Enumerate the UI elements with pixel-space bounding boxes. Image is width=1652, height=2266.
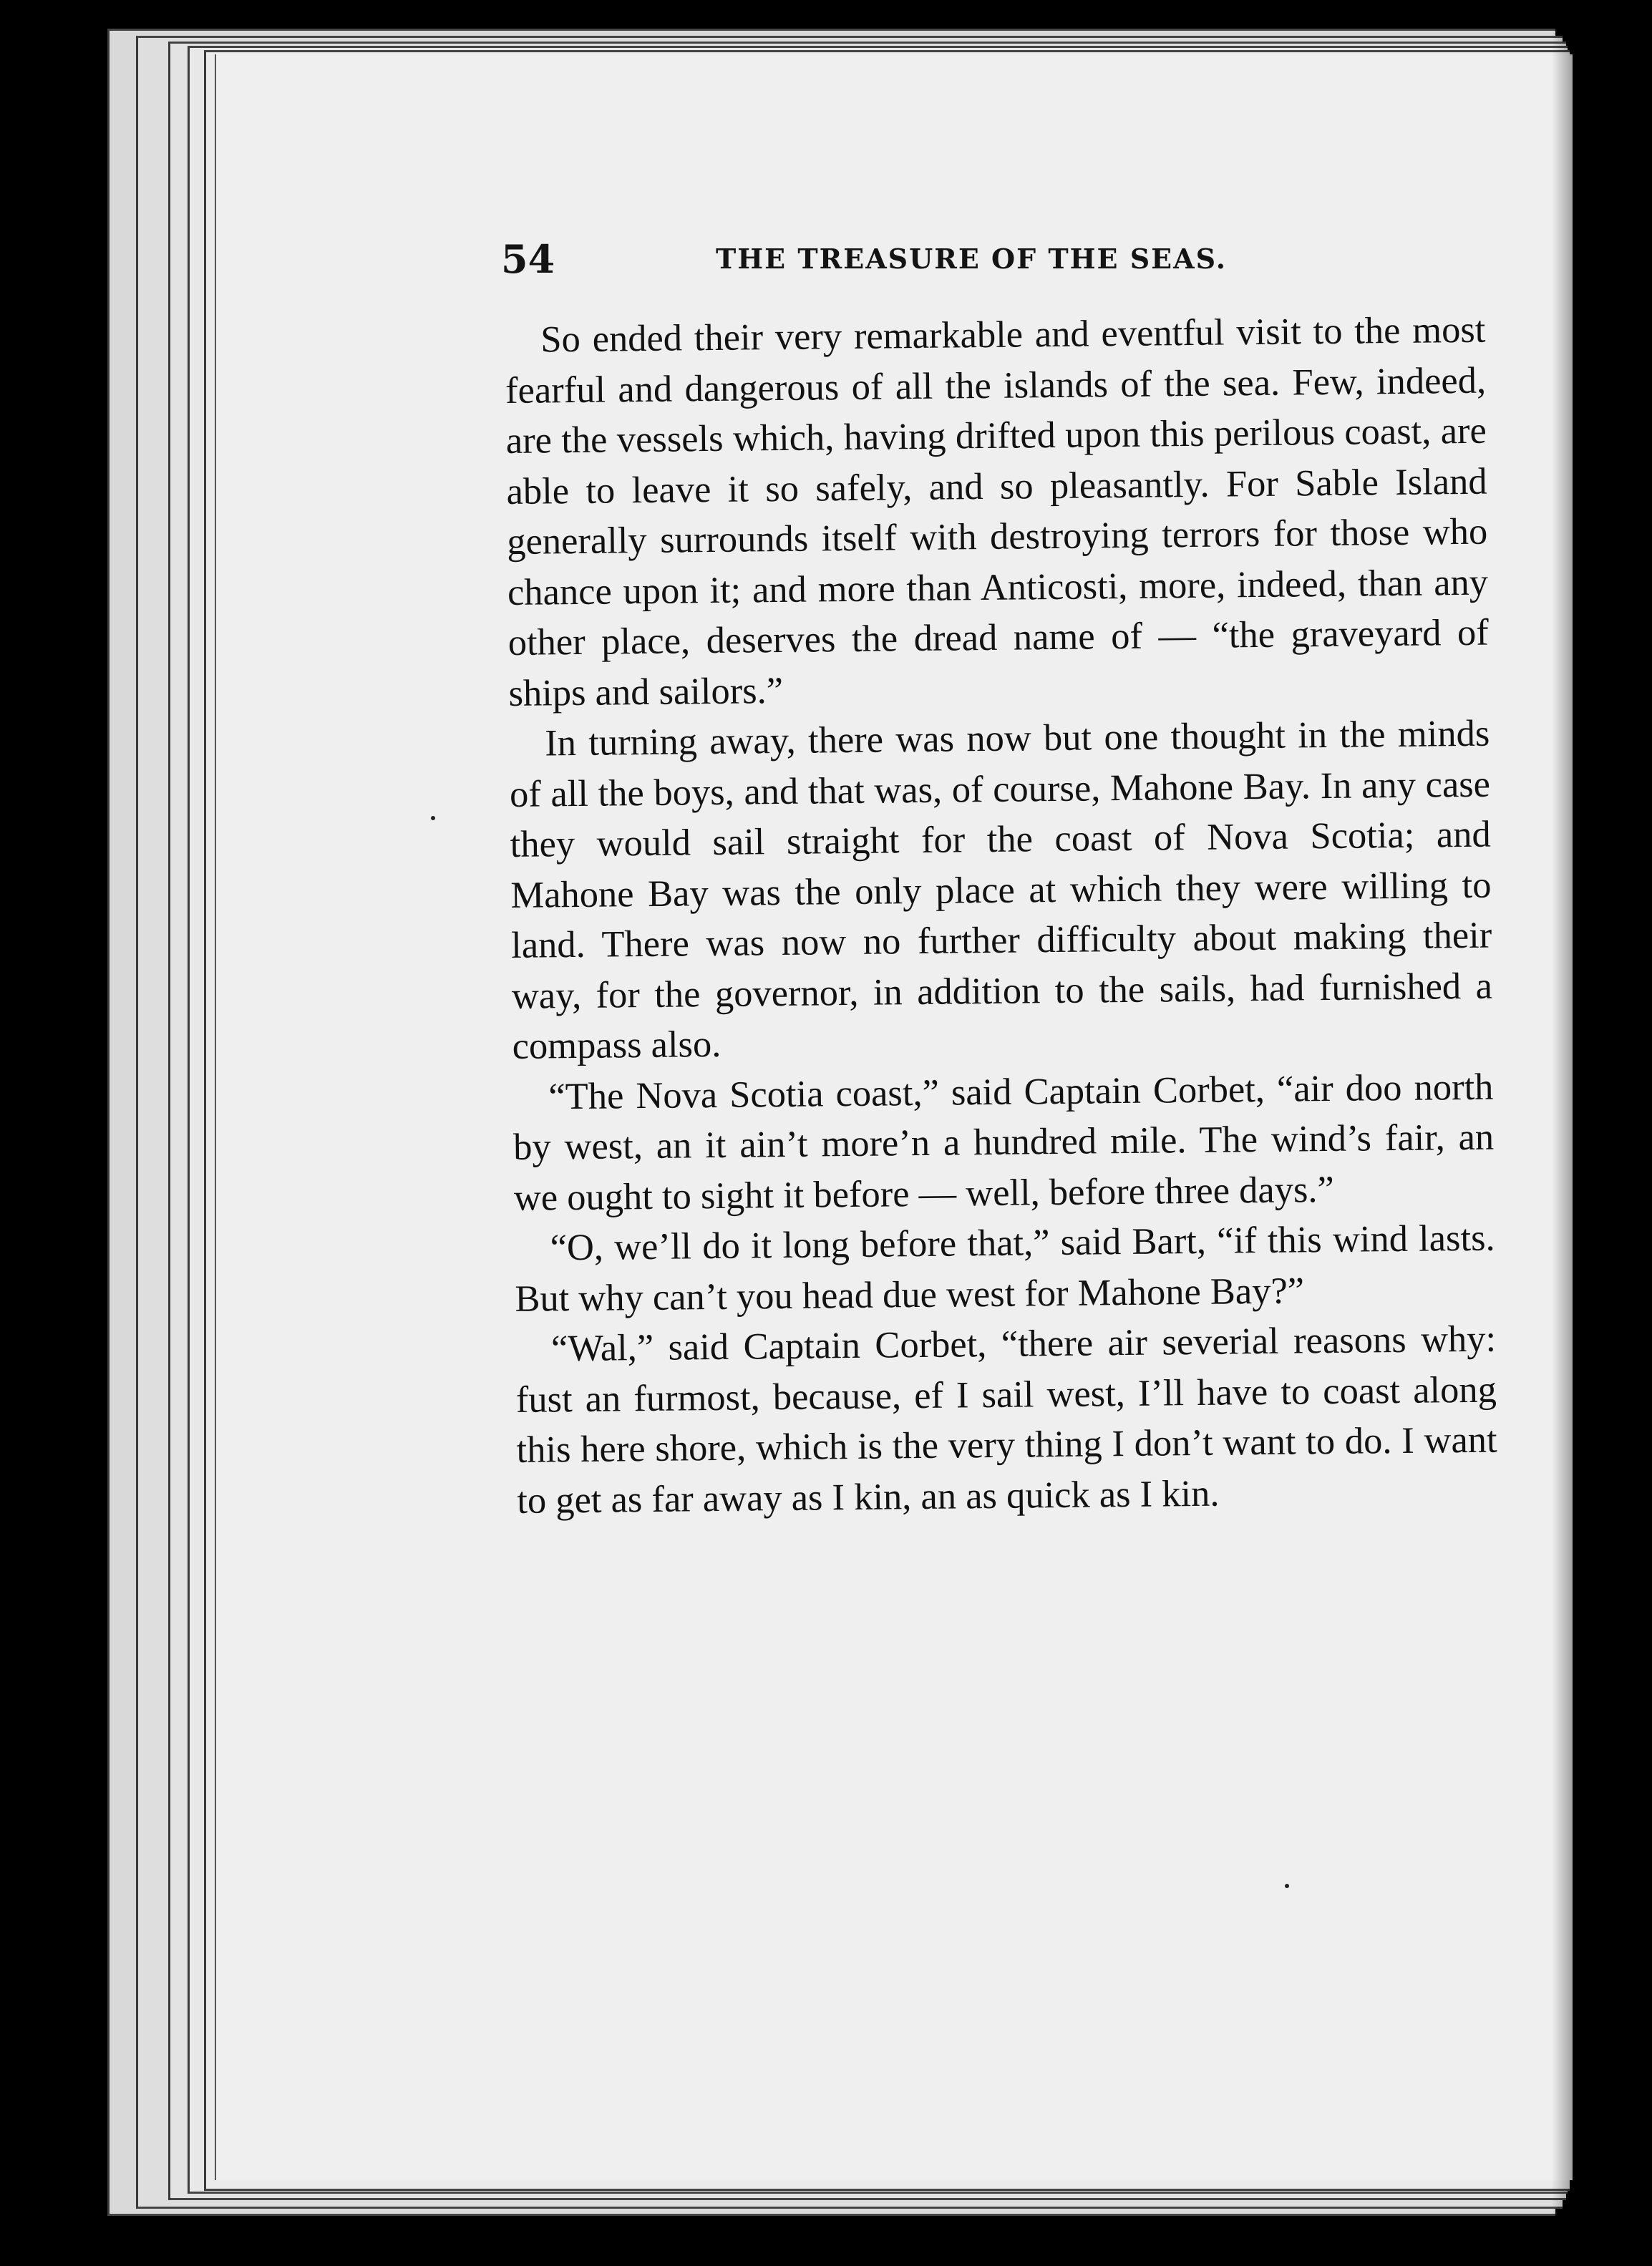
gutter-shadow	[1552, 0, 1652, 2266]
page-number: 54	[501, 236, 555, 282]
running-head	[501, 230, 1245, 288]
running-title: THE TREASURE OF THE SEAS.	[716, 243, 1227, 275]
ink-speck	[1285, 1884, 1289, 1888]
body-text	[505, 305, 1498, 1526]
paragraph: So ended their very remarkable and eventful visit to the most fearful and dangerous of all the islands of the sea. Few, indeed, are the vessels which, having drifted upon this perilous coast, are able to leave it so safely, and so pleasantly. For Sable Island generally surrounds itself with destroying terrors for those who chance upon it; and more than Anticosti, more, indeed, than any other place, deserves the dread name of — “the graveyard of ships and sailors.”	[505, 308, 1490, 714]
paragraph: “Wal,” said Captain Corbet, “there air severial reasons why: fust an furmost, because, ef I sail west, I’ll have to coast along this here shore, which is the very thing I don’t want to do. I want to get as far away as I kin, an as quick as I kin.	[515, 1318, 1497, 1522]
paragraph: “O, we’ll do it long before that,” said Bart, “if this wind lasts. But why can’t you head due west for Mahone Bay?”	[515, 1217, 1495, 1320]
paragraph: “The Nova Scotia coast,” said Captain Corbet, “air doo north by west, an it ain’t more’n a hundred mile. The wind’s fair, an we ought to sight it before — well, before three days.”	[512, 1066, 1495, 1219]
ink-speck	[431, 816, 435, 820]
paragraph: In turning away, there was now but one thought in the minds of all the boys, and that was, of course, Mahone Bay. In any case they would sail straight for the coast of Nova Scotia; and Mahone Bay was the only place at which they were willing to land. There was now no further difficulty about making their way, for the governor, in addition to the sails, had furnished a compass also.	[509, 712, 1493, 1067]
